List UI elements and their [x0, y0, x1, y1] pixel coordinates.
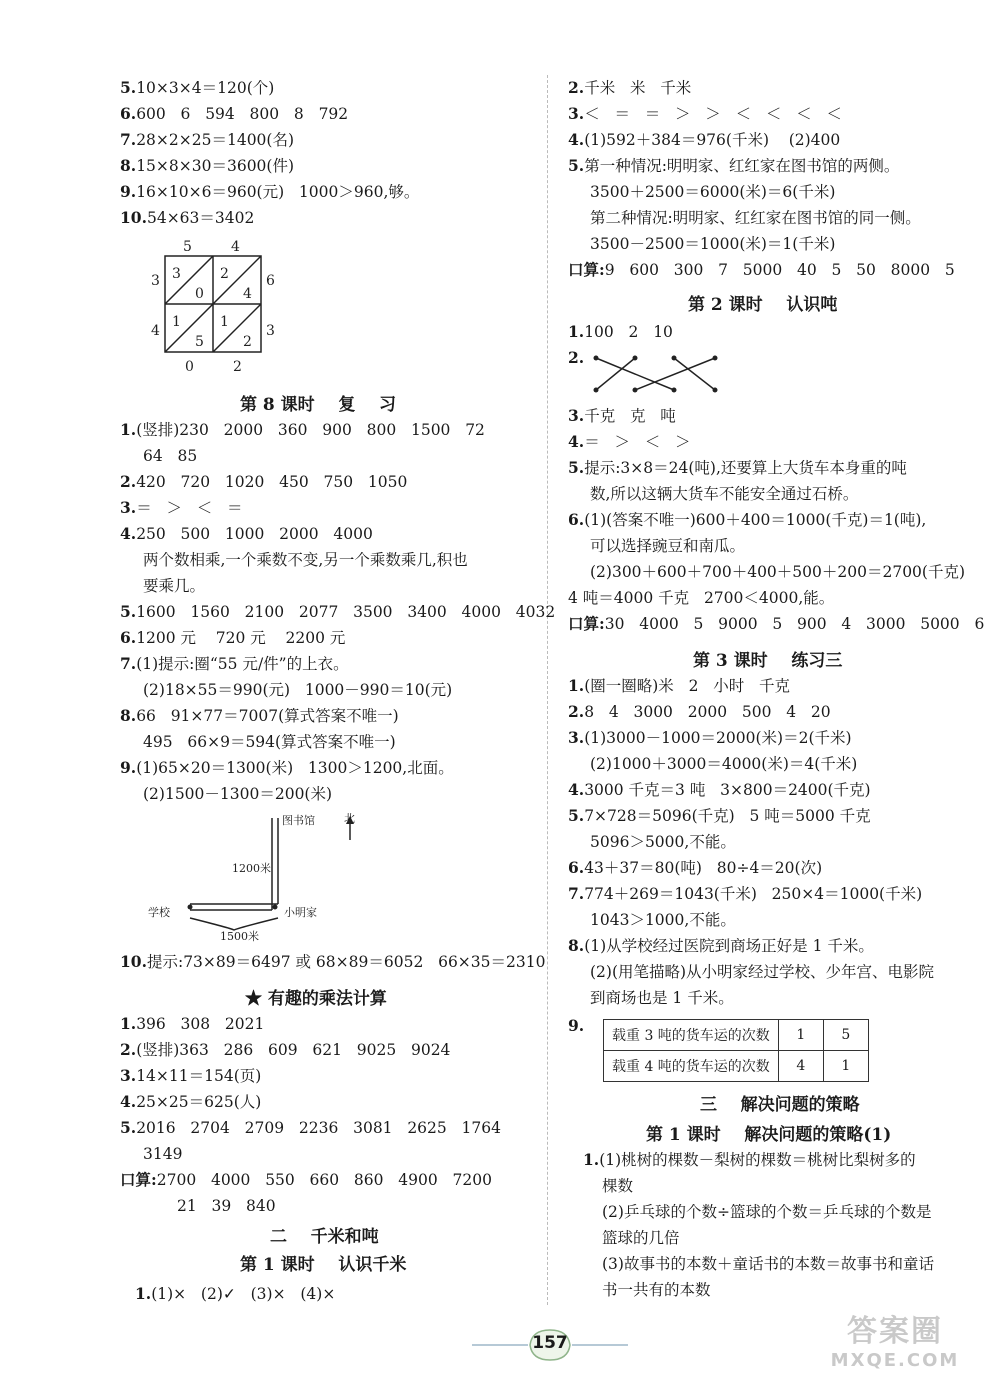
answer-line: 8.66 91×77＝7007(算式答案不唯一)	[120, 706, 399, 725]
answer-line: 1.(竖排)230 2000 360 900 800 1500 72	[120, 420, 485, 439]
answer-line: 7.28×2×25＝1400(名)	[120, 130, 295, 149]
answer-line: 10.54×63＝3402	[120, 208, 255, 227]
section-title: ★ 有趣的乘法计算	[245, 989, 387, 1009]
page-number: 157	[532, 1333, 568, 1353]
answer-line: 4.＝ ＞ ＜ ＞	[568, 432, 691, 451]
answer-line: 可以选择豌豆和南瓜。	[590, 537, 746, 555]
answer-line: 1.100 2 10	[568, 322, 673, 341]
route-map-diagram	[140, 810, 370, 945]
answer-line: (3)故事书的本数＋童话书的本数＝故事书和童话	[602, 1255, 934, 1273]
table-cell: 1	[823, 1051, 868, 1082]
answer-line: 第二种情况:明明家、红红家在图书馆的同一侧。	[590, 209, 921, 227]
table-cell: 载重 3 吨的货车运的次数	[604, 1020, 779, 1051]
table-cell: 1	[778, 1020, 823, 1051]
map-school-label: 学校	[148, 906, 170, 919]
grid-left-digit: 3	[151, 273, 160, 289]
answer-line: 6.(1)(答案不唯一)600＋400＝1000(千克)＝1(吨),	[568, 510, 927, 529]
answer-line: 两个数相乘,一个乘数不变,另一个乘数乘几,积也	[143, 551, 468, 569]
answer-line: 8.(1)从学校经过医院到商场正好是 1 千米。	[568, 936, 874, 955]
grid-bottom-digit: 2	[233, 359, 242, 375]
map-vertical-distance: 1200米	[232, 862, 271, 875]
answer-line: 1.(圈一圈略)米 2 小时 千克	[568, 676, 790, 695]
section-title: 第 1 课时 认识千米	[240, 1255, 407, 1275]
answer-line: 3.(1)3000－1000＝2000(米)＝2(千米)	[568, 728, 852, 747]
grid-right-digit: 3	[266, 323, 275, 339]
answer-line: 6.1200 元 720 元 2200 元	[120, 628, 346, 647]
unit-title: 三 解决问题的策略	[700, 1095, 860, 1115]
map-home-label: 小明家	[284, 906, 317, 919]
table-row	[604, 1020, 869, 1051]
answer-line: 3500＋2500＝6000(米)＝6(千米)	[590, 183, 836, 201]
answer-line: 要乘几。	[143, 577, 206, 595]
table-cell: 5	[823, 1020, 868, 1051]
answer-line: (2)1500－1300＝200(米)	[143, 785, 333, 803]
grid-left-digit: 4	[151, 323, 160, 339]
grid-cell-digit: 1	[172, 314, 181, 330]
oral-calc-line: 口算:2700 4000 550 660 860 4900 7200	[120, 1170, 492, 1189]
answer-line: 5.10×3×4＝120(个)	[120, 78, 275, 97]
answer-line: 64 85	[143, 447, 198, 465]
answer-line: 4.250 500 1000 2000 4000	[120, 524, 373, 543]
grid-cell-digit: 3	[172, 266, 181, 282]
answer-line: 1043＞1000,不能。	[590, 911, 736, 929]
section-title: 第 2 课时 认识吨	[688, 295, 838, 315]
answer-line: 书一共有的本数	[602, 1281, 711, 1299]
answer-line: 5.7×728＝5096(千克) 5 吨＝5000 千克	[568, 806, 871, 825]
oral-calc-line: 口算:30 4000 5 9000 5 900 4 3000 5000 6	[568, 614, 985, 633]
answer-line: 1.396 308 2021	[120, 1014, 265, 1033]
answer-line: 2.420 720 1020 450 750 1050	[120, 472, 408, 491]
answer-line: 2.千米 米 千米	[568, 78, 692, 97]
answer-line: (2)乒乓球的个数÷篮球的个数＝乒乓球的个数是	[602, 1203, 932, 1221]
answer-line: (2)1000＋3000＝4000(米)＝4(千米)	[590, 755, 858, 773]
answer-line: 5.第一种情况:明明家、红红家在图书馆的两侧。	[568, 156, 900, 175]
answer-line: 10.提示:73×89＝6497 或 68×89＝6052 66×35＝2310	[120, 952, 546, 971]
grid-top-digit: 4	[231, 239, 240, 255]
answer-line: (2)300＋600＋700＋400＋500＋200＝2700(千克)	[590, 563, 966, 581]
answer-line: 5.提示:3×8＝24(吨),还要算上大货车本身重的吨	[568, 458, 907, 477]
grid-right-digit: 6	[266, 273, 275, 289]
lattice-multiplication-grid	[145, 236, 280, 380]
answer-line: 3149	[143, 1145, 183, 1163]
table-row	[604, 1051, 869, 1082]
answer-line: 到商场也是 1 千米。	[590, 989, 734, 1007]
grid-cell-digit: 1	[220, 314, 229, 330]
answer-line: 棵数	[602, 1177, 634, 1195]
grid-top-digit: 5	[183, 239, 192, 255]
question-number: 9.	[568, 1016, 585, 1035]
answer-line: 数,所以这辆大货车不能安全通过石桥。	[590, 485, 859, 503]
section-title: 第 8 课时 复 习	[240, 395, 397, 415]
answer-line: 2.8 4 3000 2000 500 4 20	[568, 702, 831, 721]
answer-line: (2)(用笔描略)从小明家经过学校、少年宫、电影院	[590, 963, 935, 981]
answer-line: 5.1600 1560 2100 2077 3500 3400 4000 4032	[120, 602, 556, 621]
answer-line: 篮球的几倍	[602, 1229, 680, 1247]
grid-cell-digit: 5	[195, 334, 204, 350]
oral-calc-line: 口算:9 600 300 7 5000 40 5 50 8000 5	[568, 260, 955, 279]
table-cell: 4	[778, 1051, 823, 1082]
answer-line: 4 吨＝4000 千克 2700＜4000,能。	[568, 589, 835, 607]
matching-lines-diagram	[588, 350, 728, 400]
answer-line: 7.(1)提示:圈“55 元/件”的上衣。	[120, 654, 349, 673]
answer-line: 3500－2500＝1000(米)＝1(千米)	[590, 235, 836, 253]
section-title: 第 1 课时 解决问题的策略(1)	[646, 1125, 892, 1145]
answer-line: 8.15×8×30＝3600(件)	[120, 156, 295, 175]
answer-line: 1.(1)× (2)✓ (3)× (4)×	[135, 1284, 336, 1303]
grid-cell-digit: 2	[243, 334, 252, 350]
column-divider	[547, 75, 548, 1305]
answer-line: 3.14×11＝154(页)	[120, 1066, 262, 1085]
grid-cell-digit: 2	[220, 266, 229, 282]
grid-cell-digit: 4	[243, 286, 252, 302]
answer-line: 3.千克 克 吨	[568, 406, 676, 425]
watermark-logo: 答案圈 MXQE.COM	[830, 1314, 960, 1371]
answer-line: (2)18×55＝990(元) 1000－990＝10(元)	[143, 681, 453, 699]
answer-line: 5096＞5000,不能。	[590, 833, 736, 851]
unit-title: 二 千米和吨	[270, 1227, 379, 1247]
oral-calc-line: 21 39 840	[177, 1197, 276, 1215]
answer-line: 495 66×9＝594(算式答案不唯一)	[143, 733, 396, 751]
answer-line: 6.43＋37＝80(吨) 80÷4＝20(次)	[568, 858, 823, 877]
map-north-label: 北	[344, 812, 355, 825]
answer-line: 4.3000 千克＝3 吨 3×800＝2400(千克)	[568, 780, 871, 799]
answer-line: 2.	[568, 348, 585, 367]
grid-bottom-digit: 0	[185, 359, 194, 375]
answer-line: 3.＝ ＞ ＜ ＝	[120, 498, 243, 517]
map-horizontal-distance: 1500米	[220, 930, 259, 943]
answer-line: 9.16×10×6＝960(元) 1000＞960,够。	[120, 182, 420, 201]
answer-line: 7.774＋269＝1043(千米) 250×4＝1000(千米)	[568, 884, 923, 903]
answer-line: 3.＜ ＝ ＝ ＞ ＞ ＜ ＜ ＜ ＜	[568, 104, 842, 123]
grid-cell-digit: 0	[195, 286, 204, 302]
answer-line: 4.25×25＝625(人)	[120, 1092, 262, 1111]
answer-line: 4.(1)592＋384＝976(千米) (2)400	[568, 130, 841, 149]
answer-line: 5.2016 2704 2709 2236 3081 2625 1764	[120, 1118, 501, 1137]
answer-line: 2.(竖排)363 286 609 621 9025 9024	[120, 1040, 451, 1059]
page-number-badge	[470, 1320, 630, 1370]
truck-trips-table	[603, 1019, 869, 1082]
answer-line: 6.600 6 594 800 8 792	[120, 104, 349, 123]
answer-line: 9.(1)65×20＝1300(米) 1300＞1200,北面。	[120, 758, 454, 777]
table-cell: 载重 4 吨的货车运的次数	[604, 1051, 779, 1082]
section-title: 第 3 课时 练习三	[693, 651, 843, 671]
answer-line: 1.(1)桃树的棵数－梨树的棵数＝桃树比梨树多的	[583, 1150, 916, 1169]
map-library-label: 图书馆	[282, 814, 315, 827]
